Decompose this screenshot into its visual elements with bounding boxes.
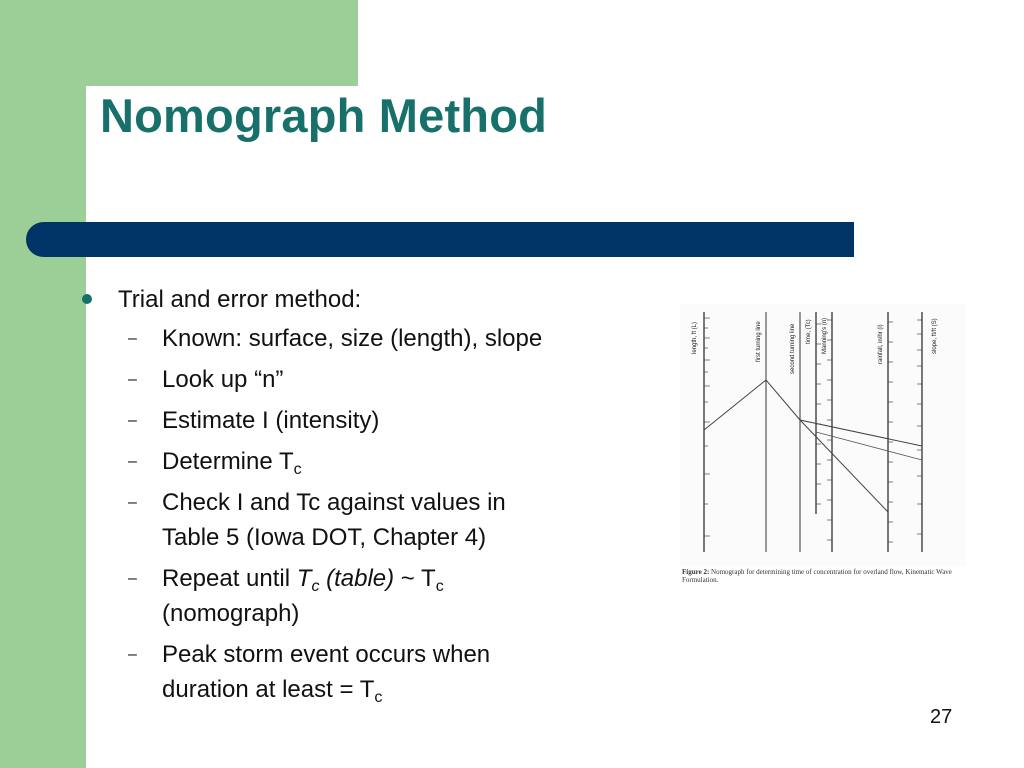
dash-icon: –	[128, 330, 137, 347]
axis-label-second-turning: second turning line	[790, 323, 796, 374]
title-divider-bar	[26, 222, 854, 257]
figure-caption-text: Nomograph for determining time of concentration for overland flow, Kinematic Wave Formulation.	[682, 568, 952, 584]
axis-label-time: time, (Tc)	[806, 319, 812, 344]
subbullet-text-line2: duration at least = T	[162, 676, 375, 703]
page-number: 27	[930, 706, 953, 728]
slide-title: Nomograph Method	[100, 89, 548, 142]
axis-label-rainfall: rainfall, in/hr (i)	[878, 324, 884, 364]
top-accent-block	[0, 0, 358, 86]
bullet-trial-and-error	[80, 282, 640, 317]
dash-icon: –	[128, 371, 137, 388]
subbullet-text: Known: surface, size (length), slope	[162, 325, 543, 352]
bullet-text: Trial and error method:	[118, 286, 362, 313]
subbullet-text-line1: Peak storm event occurs when	[162, 641, 491, 668]
bullet-list	[80, 282, 640, 713]
italic-table: (table)	[319, 565, 395, 592]
italic-T: T	[296, 565, 312, 592]
subbullet-text: Look up “n”	[162, 366, 284, 393]
subscript: c	[374, 689, 383, 706]
subbullet-check	[80, 485, 640, 555]
dash-icon: –	[128, 453, 137, 470]
subbullet-determine	[80, 444, 640, 479]
subbullet-text: Repeat until	[162, 565, 297, 592]
dash-icon: –	[128, 646, 137, 663]
subbullet-text-line1: Check I and Tc against values in	[162, 489, 506, 516]
subscript: c	[311, 578, 320, 595]
subbullet-text: Estimate I (intensity)	[162, 407, 380, 434]
tilde-T: ~ T	[394, 565, 436, 592]
subbullet-lookup	[80, 362, 640, 397]
subscript: c	[293, 461, 302, 478]
figure-caption-label: Figure 2:	[682, 568, 710, 576]
figure-caption	[682, 568, 962, 584]
subbullet-repeat	[80, 561, 640, 631]
axis-label-length: length, ft (L)	[692, 321, 698, 354]
subbullet-peak	[80, 637, 640, 707]
subbullet-text-line2: Table 5 (Iowa DOT, Chapter 4)	[162, 524, 487, 551]
axis-label-mannings: Manning's (n)	[822, 317, 828, 354]
subbullet-estimate	[80, 403, 640, 438]
subbullet-known	[80, 321, 640, 356]
subbullet-text: Determine T	[162, 448, 294, 475]
nomograph-image	[680, 304, 966, 566]
dash-icon: –	[128, 494, 137, 511]
dash-icon: –	[128, 412, 137, 429]
subscript: c	[435, 578, 444, 595]
bullet-dot-icon	[82, 294, 92, 304]
nomograph-figure	[680, 304, 966, 596]
left-accent-bar	[0, 0, 86, 768]
axis-label-slope: slope, ft/ft (S)	[932, 318, 938, 354]
axis-label-first-turning: first turning line	[756, 321, 762, 362]
subbullet-text-line2: (nomograph)	[162, 600, 300, 627]
dash-icon: –	[128, 570, 137, 587]
